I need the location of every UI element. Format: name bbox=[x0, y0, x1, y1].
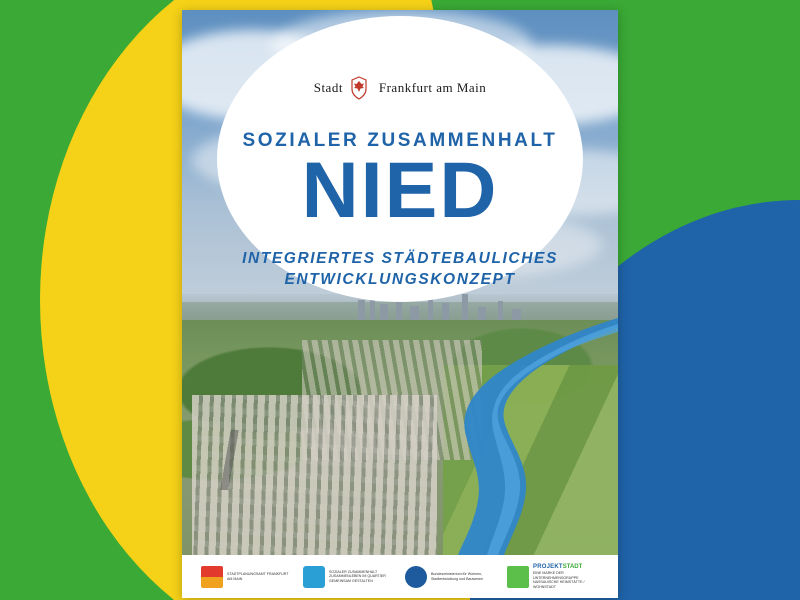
cover-kicker: SOZIALER ZUSAMMENHALT bbox=[242, 130, 558, 151]
cover-subtitle-line2: ENTWICKLUNGSKONZEPT bbox=[284, 271, 516, 288]
frankfurt-eagle-crest-icon bbox=[349, 76, 369, 100]
stadt-frankfurt-logo-icon bbox=[201, 566, 223, 588]
bundesministerium-logo bbox=[405, 566, 497, 588]
footer-logo-bar bbox=[182, 555, 618, 598]
stadt-frankfurt-logo bbox=[201, 566, 293, 588]
projektstadt-title-2: STADT bbox=[562, 563, 583, 570]
projektstadt-logo bbox=[507, 564, 599, 589]
projektstadt-title-1: PROJEKT bbox=[533, 563, 563, 570]
cover-title: NIED bbox=[301, 145, 499, 234]
crest-text-right: Frankfurt am Main bbox=[378, 80, 487, 95]
bundesministerium-logo-text: Bundesministerium für Wohnen, Stadtentwicklung und Bauwesen bbox=[431, 572, 483, 581]
projektstadt-logo-icon bbox=[507, 566, 529, 588]
projektstadt-logo-text bbox=[533, 564, 599, 589]
photo-river-main bbox=[182, 310, 618, 555]
city-crest bbox=[217, 76, 583, 100]
projektstadt-subtext: EINE MARKE DER UNTERNEHMENSGRUPPE NASSAUISCHE HEIMSTÄTTE / WOHNSTADT bbox=[533, 571, 585, 589]
document-cover-page bbox=[182, 10, 618, 598]
cover-subtitle-line1: INTEGRIERTES STÄDTEBAULICHES bbox=[242, 250, 558, 267]
sozialer-zusammenhalt-logo-text: SOZIALER ZUSAMMENHALT ZUSAMMENLEBEN IM QUARTIER GEMEINSAM GESTALTEN bbox=[329, 569, 386, 583]
bundesadler-icon bbox=[405, 566, 427, 588]
title-disc bbox=[217, 16, 583, 302]
crest-text-left: Stadt bbox=[313, 80, 343, 95]
sozialer-zusammenhalt-logo-icon bbox=[303, 566, 325, 588]
sozialer-zusammenhalt-logo bbox=[303, 566, 395, 588]
stadt-frankfurt-logo-text: STADTPLANUNGSAMT FRANKFURT AM MAIN bbox=[227, 572, 289, 581]
